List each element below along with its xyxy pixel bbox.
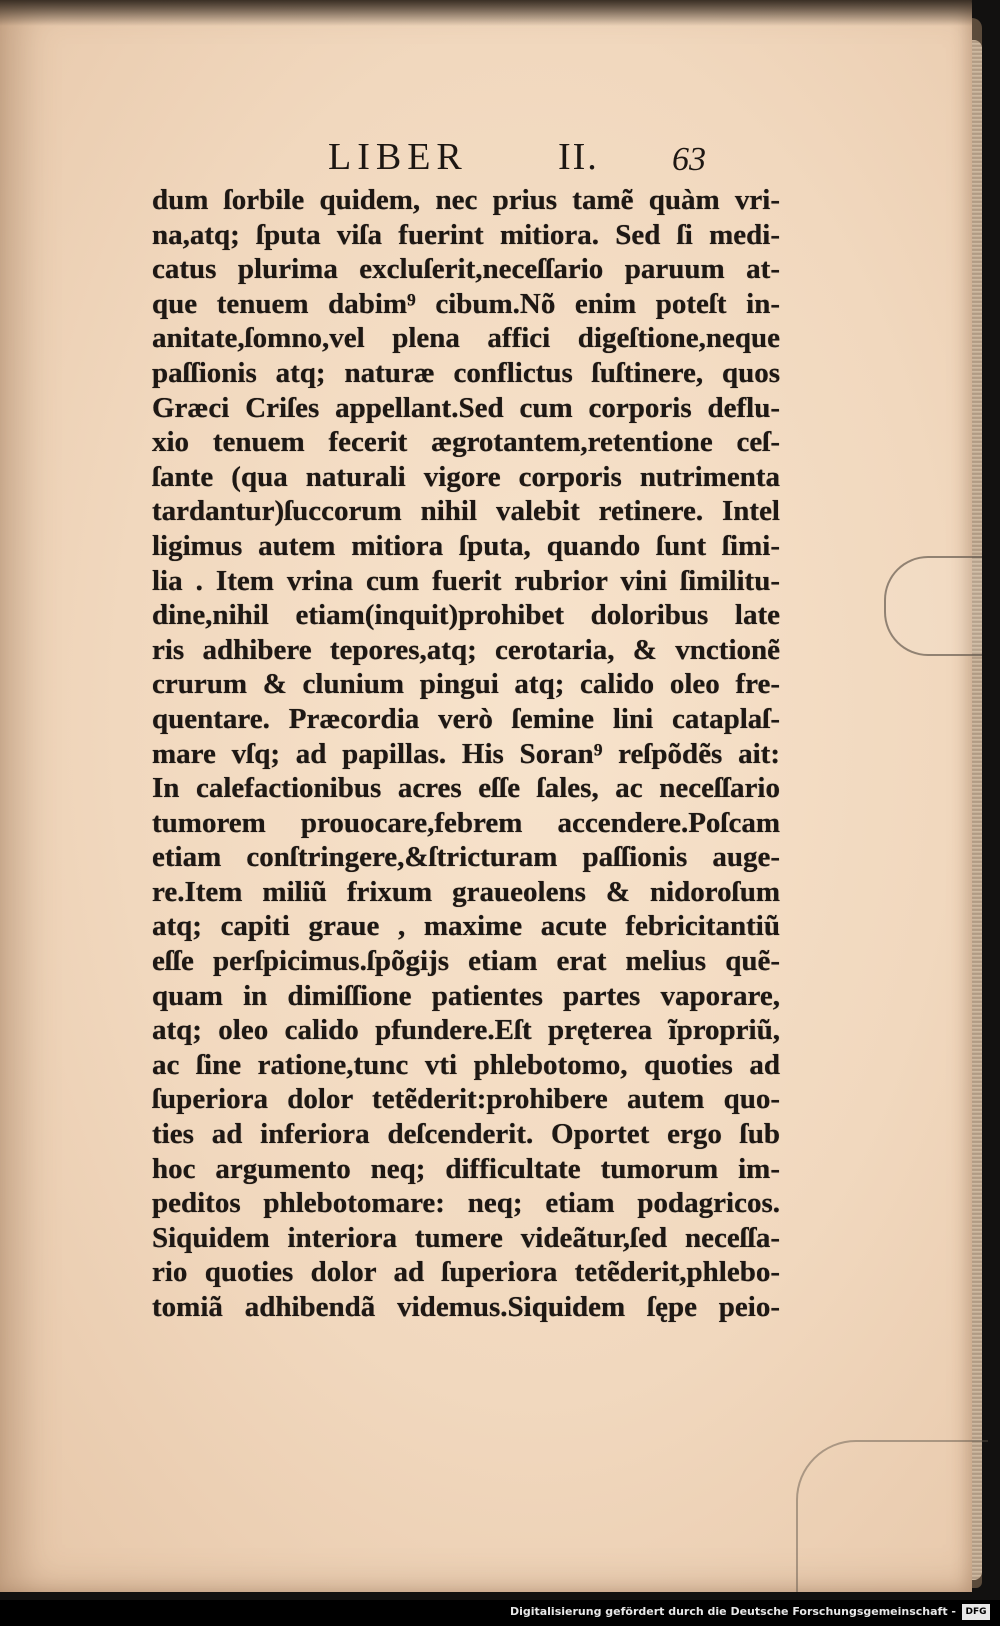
- page-clip: [884, 556, 982, 656]
- text-line: atq; oleo calido pfundere.Eſt pręterea ĩpropriũ,: [152, 1014, 780, 1047]
- text-line: tardantur)ſuccorum nihil valebit retinere. Intel: [152, 495, 780, 528]
- text-line: dine,nihil etiam(inquit)prohibet doloribus late: [152, 599, 780, 632]
- text-line: re.Item miliũ frixum graueolens & nidoroſum: [152, 875, 780, 908]
- top-shadow: [0, 0, 972, 26]
- text-line: eſſe perſpicimus.ſpõgijs etiam erat melius quẽ-: [152, 945, 780, 978]
- text-line: que tenuem dabim⁹ cibum.Nõ enim poteſt in-: [152, 287, 780, 320]
- text-line: ris adhibere tepores,atq; cerotaria, & vnctionẽ: [152, 633, 780, 666]
- text-line: ligimus autem mitiora ſputa, quando ſunt ſimi-: [152, 529, 780, 562]
- text-line: rio quoties dolor ad ſuperiora tetẽderit,phlebo-: [152, 1256, 780, 1289]
- text-line: ſuperiora dolor tetẽderit:prohibere autem quo-: [152, 1083, 780, 1116]
- dfg-logo: DFG: [962, 1604, 990, 1620]
- text-line: ſante (qua naturali vigore corporis nutrimenta: [152, 460, 780, 493]
- text-line: etiam conſtringere,&ſtricturam paſſionis auge-: [152, 841, 780, 874]
- text-line: ac ſine ratione,tunc vti phlebotomo, quoties ad: [152, 1048, 780, 1081]
- text-line: In calefactionibus acres eſſe ſales, ac neceſſario: [152, 772, 780, 805]
- text-line: catus plurima excluſerit,neceſſario paruum at-: [152, 253, 780, 286]
- text-line: xio tenuem fecerit ægrotantem,retentione ceſ-: [152, 426, 780, 459]
- text-line: na,atq; ſputa viſa fuerint mitiora. Sed ſi medi-: [152, 218, 780, 251]
- page-curl-mark: [796, 1440, 988, 1592]
- text-line: Græci Criſes appellant.Sed cum corporis deflu-: [152, 391, 780, 424]
- text-line: mare vſq; ad papillas. His Soran⁹ reſpõdẽs ait:: [152, 737, 780, 770]
- running-head-book-number: II.: [558, 136, 599, 178]
- text-line: dum ſorbile quidem, nec prius tamẽ quàm vri-: [152, 184, 780, 216]
- text-line: quam in dimiſſione patientes partes vaporare,: [152, 979, 780, 1012]
- running-head-book: LIBER: [328, 136, 468, 178]
- running-head: [328, 135, 748, 179]
- text-line: peditos phlebotomare: neq; etiam podagricos.: [152, 1187, 780, 1220]
- text-line: lia . Item vrina cum fuerit rubrior vini ſimilitu-: [152, 564, 780, 597]
- body-text: [152, 183, 780, 1325]
- digitization-credit: Digitalisierung gefördert durch die Deutsche Forschungsgemeinschaft -: [509, 1605, 956, 1618]
- text-line: anitate,ſomno,vel plena affici digeſtione,neque: [152, 322, 780, 355]
- text-line: quentare. Præcordia verò ſemine lini cataplaſ-: [152, 702, 780, 735]
- text-line: paſſionis atq; naturæ conflictus ſuſtinere, quos: [152, 356, 780, 389]
- text-line: tomiã adhibendã videmus.Siquidem ſępe peio-: [152, 1291, 780, 1323]
- text-line: crurum & clunium pingui atq; calido oleo fre-: [152, 668, 780, 701]
- page-number: 63: [672, 141, 706, 178]
- text-line: Siquidem interiora tumere videãtur,ſed neceſſa-: [152, 1221, 780, 1254]
- text-line: hoc argumento neq; difficultate tumorum im-: [152, 1152, 780, 1185]
- text-line: ties ad inferiora deſcenderit. Oportet ergo ſub: [152, 1118, 780, 1151]
- text-line: atq; capiti graue , maxime acute febricitantiũ: [152, 910, 780, 943]
- text-line: tumorem prouocare,febrem accendere.Poſcam: [152, 806, 780, 839]
